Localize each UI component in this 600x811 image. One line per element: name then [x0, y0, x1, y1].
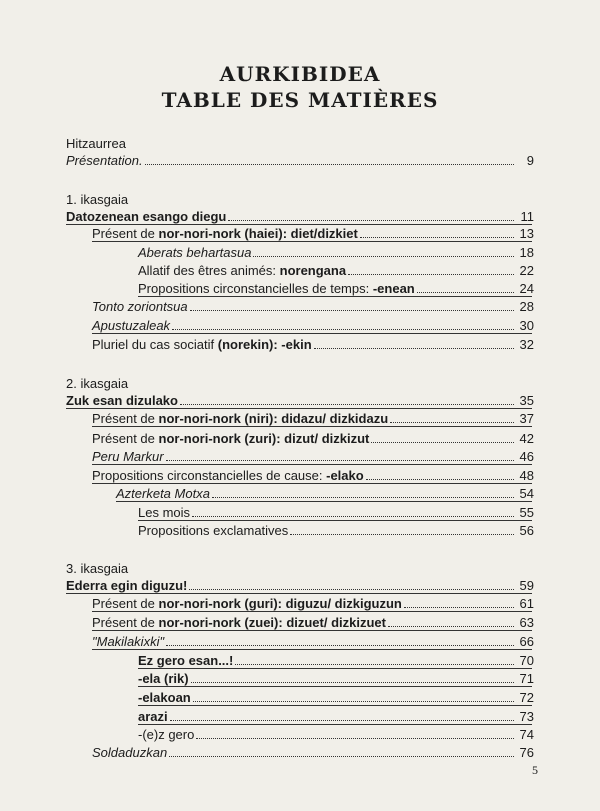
toc-entry[interactable] — [138, 671, 534, 687]
chapter-heading: 3. ikasgaia — [66, 561, 129, 576]
divider — [92, 464, 532, 465]
toc-entry[interactable] — [92, 299, 534, 315]
toc-entry-label: Présent de nor-nori-nork (zuei): dizuet/ dizkizuet — [92, 615, 386, 630]
toc-page-number: 32 — [519, 337, 534, 352]
leader-dots — [190, 300, 514, 311]
divider — [66, 593, 532, 594]
toc-page-number: 11 — [520, 209, 534, 224]
toc-entry-label: Soldaduzkan — [92, 745, 168, 760]
divider — [138, 668, 532, 669]
leader-dots — [191, 672, 514, 683]
toc-entry-label: Présent de nor-nori-nork (guri): diguzu/ dizkiguzun — [92, 596, 402, 611]
divider — [92, 241, 532, 242]
chapter-heading: 1. ikasgaia — [66, 192, 129, 207]
toc-page-number: 48 — [519, 468, 534, 483]
toc-entry[interactable] — [138, 727, 534, 743]
toc-entry[interactable] — [116, 486, 534, 502]
leader-dots — [212, 487, 514, 498]
toc-page-number: 28 — [519, 299, 534, 314]
toc-entry-label: Présent de nor-nori-nork (haiei): diet/dizkiet — [92, 226, 358, 241]
toc-entry[interactable] — [138, 281, 534, 297]
leader-dots — [417, 282, 514, 293]
toc-entry[interactable] — [92, 337, 534, 353]
toc-chapter-title[interactable] — [66, 393, 534, 409]
divider — [92, 611, 532, 612]
toc-entry[interactable] — [138, 505, 534, 521]
toc-page-number: 30 — [519, 318, 534, 333]
toc-entry[interactable] — [138, 245, 534, 261]
leader-dots — [348, 264, 514, 275]
toc-page-number: 66 — [519, 634, 534, 649]
leader-dots — [371, 432, 514, 443]
divider — [66, 224, 532, 225]
toc-page-number: 55 — [519, 505, 534, 520]
leader-dots — [145, 154, 514, 165]
toc-entry-label: Les mois — [138, 505, 191, 520]
leader-dots — [170, 710, 514, 721]
toc-page-number: 71 — [519, 671, 534, 686]
toc-page-number: 76 — [519, 745, 534, 760]
toc-page-number: 70 — [519, 653, 534, 668]
divider — [92, 426, 532, 427]
toc-page-number: 63 — [519, 615, 534, 630]
toc-entry-label: arazi — [138, 709, 168, 724]
toc-page-number: 59 — [519, 578, 534, 593]
leader-dots — [388, 616, 514, 627]
toc-entry[interactable] — [92, 318, 534, 334]
toc-page-number: 74 — [519, 727, 534, 742]
toc-page-number: 9 — [526, 153, 534, 168]
toc-entry-presentation[interactable] — [66, 153, 534, 169]
toc-entry-label: Ez gero esan...! — [138, 653, 234, 668]
divider — [92, 649, 532, 650]
toc-entry-label: Pluriel du cas sociatif (norekin): -ekin — [92, 337, 312, 352]
toc-page-number: 42 — [519, 431, 534, 446]
toc-entry-label: Tonto zoriontsua — [92, 299, 188, 314]
divider — [116, 501, 532, 502]
divider — [92, 333, 532, 334]
leader-dots — [360, 227, 514, 238]
divider — [138, 686, 532, 687]
toc-page-number: 35 — [519, 393, 534, 408]
leader-dots — [290, 524, 514, 535]
leader-dots — [166, 450, 514, 461]
page-number: 5 — [532, 763, 538, 777]
leader-dots — [253, 246, 514, 257]
chapter-heading: 2. ikasgaia — [66, 376, 129, 391]
toc-page-number: 22 — [519, 263, 534, 278]
toc-page-number: 18 — [519, 245, 534, 260]
toc-page-number: 46 — [519, 449, 534, 464]
leader-dots — [228, 210, 514, 221]
intro-label-basque: Hitzaurrea — [66, 136, 126, 151]
toc-page-number: 37 — [519, 411, 534, 426]
toc-entry-label: Peru Markur — [92, 449, 164, 464]
toc-entry[interactable] — [92, 596, 534, 612]
toc-entry[interactable] — [92, 226, 534, 242]
leader-dots — [366, 469, 514, 480]
leader-dots — [180, 394, 514, 405]
leader-dots — [166, 635, 514, 646]
toc-entry-label: Propositions exclamatives — [138, 523, 289, 538]
toc-page-number: 13 — [519, 226, 534, 241]
toc-entry[interactable] — [138, 653, 534, 669]
divider — [92, 483, 532, 484]
toc-entry-label: Présent de nor-nori-nork (zuri): dizut/ dizkizut — [92, 431, 370, 446]
toc-page-number: 73 — [519, 709, 534, 724]
leader-dots — [235, 654, 514, 665]
title-basque: AURKIBIDEA — [219, 62, 381, 86]
divider — [138, 724, 532, 725]
divider — [66, 408, 532, 409]
toc-entry-label: Datozenean esango diegu — [66, 209, 227, 224]
divider — [92, 630, 532, 631]
toc-entry[interactable] — [138, 263, 534, 279]
toc-chapter-title[interactable] — [66, 578, 534, 594]
toc-entry[interactable] — [92, 449, 534, 465]
leader-dots — [404, 597, 514, 608]
toc-entry-label: Ederra egin diguzu! — [66, 578, 188, 593]
leader-dots — [314, 338, 514, 349]
toc-page-number: 72 — [519, 690, 534, 705]
toc-entry[interactable] — [138, 523, 534, 539]
toc-entry-label: Propositions circonstancielles de temps: -enean — [138, 281, 415, 296]
toc-entry[interactable] — [138, 709, 534, 725]
toc-entry-label: Aberats behartasua — [138, 245, 252, 260]
toc-chapter-title[interactable] — [66, 209, 534, 225]
toc-entry-label: Azterketa Motxa — [116, 486, 210, 501]
toc-entry[interactable] — [92, 745, 534, 761]
divider — [138, 520, 532, 521]
toc-page-number: 54 — [519, 486, 534, 501]
toc-entry[interactable] — [92, 634, 534, 650]
toc-entry-label: "Makilakixki" — [92, 634, 165, 649]
toc-entry[interactable] — [92, 468, 534, 484]
toc-entry[interactable] — [138, 690, 534, 706]
divider — [138, 705, 532, 706]
leader-dots — [390, 412, 514, 423]
toc-entry-label: -(e)z gero — [138, 727, 195, 742]
leader-dots — [189, 579, 514, 590]
toc-page-number: 24 — [519, 281, 534, 296]
toc-entry[interactable] — [92, 411, 534, 427]
divider — [138, 296, 532, 297]
toc-entry-label: Propositions circonstancielles de cause: -elako — [92, 468, 364, 483]
title-french: TABLE DES MATIÈRES — [161, 88, 439, 112]
toc-entry-label: -elakoan — [138, 690, 191, 705]
toc-page-number: 56 — [519, 523, 534, 538]
leader-dots — [192, 506, 514, 517]
toc-entry[interactable] — [92, 431, 534, 447]
toc-page-number: 61 — [519, 596, 534, 611]
toc-entry-label: Présent de nor-nori-nork (niri): didazu/ dizkidazu — [92, 411, 389, 426]
toc-entry-label: Allatif des êtres animés: norengana — [138, 263, 347, 278]
toc-entry-label: Zuk esan dizulako — [66, 393, 178, 408]
leader-dots — [169, 746, 514, 757]
leader-dots — [196, 728, 514, 739]
toc-entry[interactable] — [92, 615, 534, 631]
leader-dots — [172, 319, 514, 330]
toc-entry-label: Apustuzaleak — [92, 318, 171, 333]
toc-entry-label: -ela (rik) — [138, 671, 189, 686]
leader-dots — [193, 691, 514, 702]
toc-entry-label: Présentation. — [66, 153, 143, 168]
